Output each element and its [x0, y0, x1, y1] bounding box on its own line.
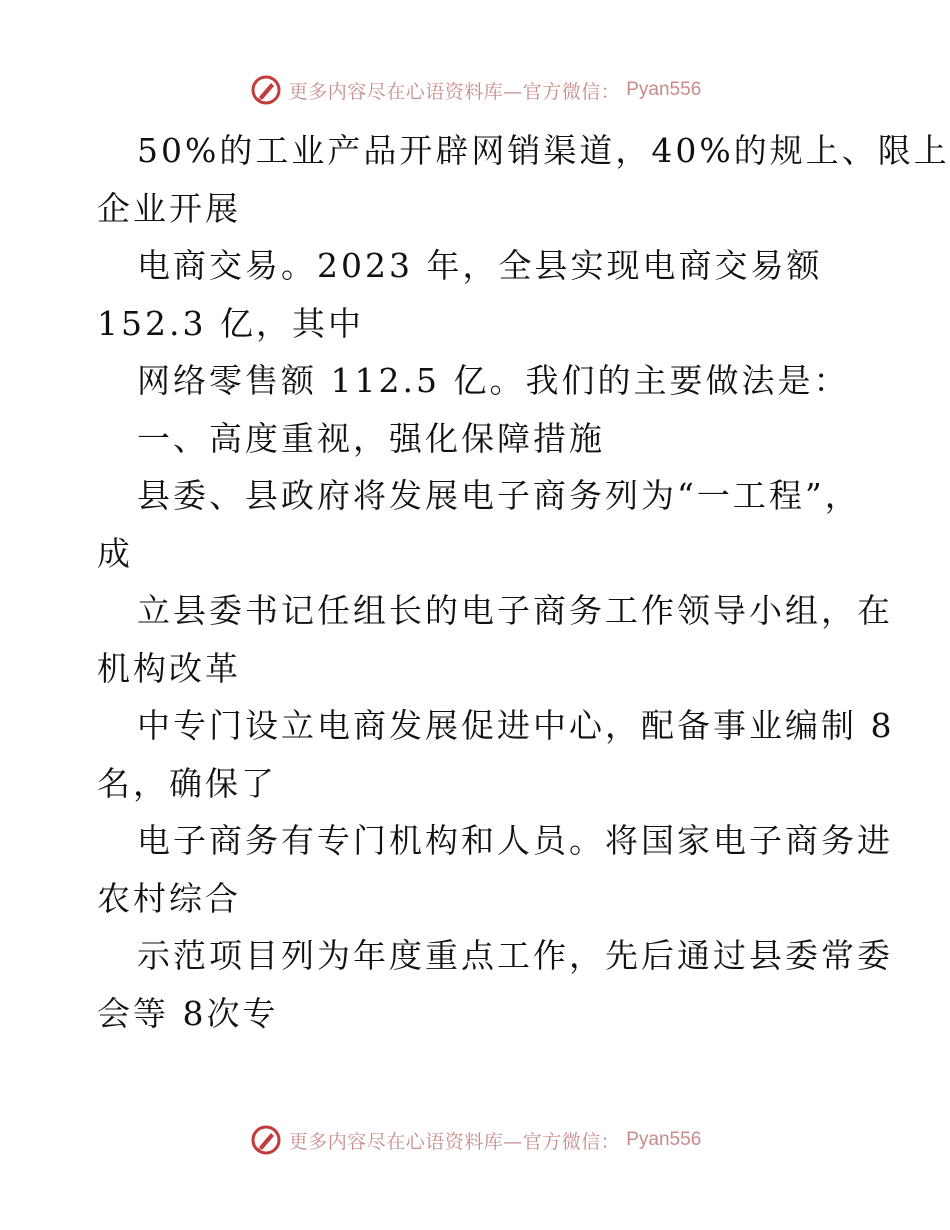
- watermark-text: 更多内容尽在心语资料库—官方微信：: [288, 1130, 621, 1153]
- watermark-text: 更多内容尽在心语资料库—官方微信：: [288, 80, 621, 103]
- text-line: 示范项目列为年度重点工作，先后通过县委常委: [137, 936, 893, 975]
- footer-watermark: [0, 1120, 950, 1160]
- text-line: 立县委书记任组长的电子商务工作领导小组，在: [137, 591, 893, 630]
- body-text: [97, 122, 950, 1042]
- section-heading: 一、高度重视，强化保障措施: [137, 418, 605, 458]
- text-line: 名，确保了: [97, 763, 277, 803]
- pen-logo-icon: [249, 1123, 283, 1157]
- text-line: 成: [97, 533, 133, 573]
- header-watermark: [0, 70, 950, 110]
- text-line: 中专门设立电商发展促进中心，配备事业编制 8: [137, 706, 895, 745]
- text-line: 会等 8次专: [97, 993, 279, 1033]
- text-line: 50%的工业产品开辟网销渠道，40%的规上、限上: [137, 131, 950, 170]
- watermark-id: Pyan556: [626, 79, 702, 100]
- text-line: 电商交易。2023 年，全县实现电商交易额: [137, 246, 823, 285]
- text-line: 网络零售额 112.5 亿。我们的主要做法是：: [137, 361, 850, 400]
- watermark-id: Pyan556: [626, 1129, 702, 1150]
- text-line: 机构改革: [97, 648, 241, 688]
- text-line: 县委、县政府将发展电子商务列为“一工程”，: [137, 476, 861, 515]
- text-line: 电子商务有专门机构和人员。将国家电子商务进: [137, 821, 893, 860]
- text-line: 企业开展: [97, 188, 241, 228]
- text-line: 农村综合: [97, 878, 241, 918]
- text-line: 152.3 亿，其中: [97, 303, 364, 343]
- pen-logo-icon: [249, 73, 283, 107]
